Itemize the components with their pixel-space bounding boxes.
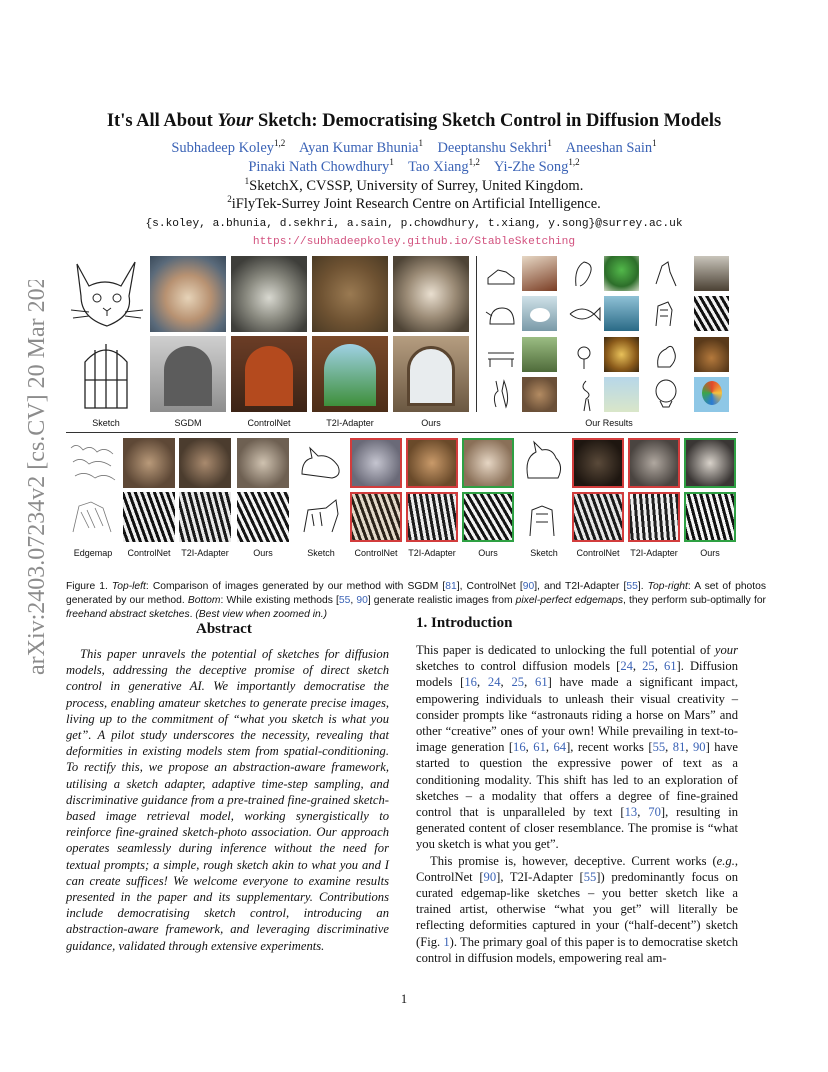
result-photo-rabbit [522,377,557,412]
controlnet-lying-cat-image [350,438,402,488]
controlnet-edge-zebras-image [123,492,175,542]
result-sketch-flamingo [566,377,601,412]
sketch-lying-cat-image [296,438,346,488]
citation-link[interactable]: 55 [652,740,666,755]
figure-divider-vertical [476,256,477,412]
controlnet-window-image [231,336,307,412]
edgemap-zebras-image [67,492,119,542]
result-photo-bench [522,337,557,372]
paper-title: It's All About Your Sketch: Democratising Sketch Control in Diffusion Models [106,111,722,131]
author-link[interactable]: Pinaki Nath Chowdhury [248,158,390,175]
label-t2i-adapter-b3: T2I-Adapter [630,548,678,558]
label-ours-b2: Ours [478,548,498,558]
citation-link[interactable]: 64 [553,740,567,755]
author-link[interactable]: Subhadeep Koley [171,139,275,156]
label-our-results: Our Results [585,418,633,428]
introduction-body [416,642,738,966]
result-sketch-parrot [566,256,601,291]
citation-link[interactable]: 81 [445,581,457,592]
result-photo-parrot [604,256,639,291]
sgdm-window-image [150,336,226,412]
controlnet-zebra-image [350,492,402,542]
sgdm-cat-image [150,256,226,332]
result-sketch-fish [566,296,601,331]
citation-link[interactable]: 24 [487,675,501,690]
citation-link[interactable]: 13 [624,805,638,820]
citation-link[interactable]: 61 [663,659,677,674]
author-list-line-2: Pinaki Nath Chowdhury$^1$ Tao Xiang$^{1,2}$ Yi-Zhe Song$^{1,2}$ [248,157,580,175]
affiliation-2: $^2$iFlyTek-Surrey Joint Research Centre on Artificial Intelligence. [227,194,601,212]
label-ours-b3: Ours [700,548,720,558]
result-photo-shark [604,296,639,331]
citation-link[interactable]: 81 [672,740,686,755]
ours-cat-image [393,256,469,332]
label-sgdm: SGDM [174,418,202,428]
t2i-adapter-standing-zebra-image [628,492,680,542]
result-sketch-zebra [648,296,683,331]
t2i-adapter-window-image [312,336,388,412]
author-link[interactable]: Ayan Kumar Bhunia [298,139,419,156]
label-t2i-adapter: T2I-Adapter [326,418,374,428]
t2i-adapter-cat-image [312,256,388,332]
result-photo-flamingo [604,377,639,412]
t2i-adapter-cat-face-image [628,438,680,488]
ours-cat-face-image [684,438,736,488]
result-sketch-teapot [484,296,519,331]
citation-link[interactable]: 16 [464,675,477,690]
figure-reference-link[interactable]: 1 [443,934,450,949]
abstract-body: This paper unravels the potential of sketches for diffusion models, addressing the deceptive promise of direct sketch control in generative AI. We importantly democratise the process, enabling amateur sketches to generate precise images, living up to the commitment of “what you sketch is what you get”. A pilot study underscores the necessity, revealing that deformities in existing models stem from spatial-conditioning. To rectify this, we propose an abstraction-aware framework, utilising a sketch adapter, adaptive time-step sampling, and discriminative guidance from a pre-trained fine-grained sketch-based image retrieval model, working synergistically to reinforce fine-grained sketch-photo association. Our approach operates seamlessly during inference without the need for textual prompts; a simple, rough sketch akin to what you and I can create suffices! We welcome everyone to examine results presented in the paper and its supplementary. Contributions include democratising sketch control, introducing an abstraction-aware framework, and leveraging discriminative guidance, validated through extensive experiments. [66,647,389,953]
label-sketch-b2: Sketch [307,548,335,558]
citation-link[interactable]: 55 [583,869,597,884]
author-link[interactable]: Yi-Zhe Song [493,158,569,175]
introduction-heading: 1. Introduction [416,615,513,631]
author-link[interactable]: Aneeshan Sain [565,139,653,156]
citation-link[interactable]: 70 [648,805,661,820]
t2i-adapter-edge-cats-image [179,438,231,488]
citation-link[interactable]: 90 [693,740,706,755]
label-controlnet-b1: ControlNet [127,548,171,558]
result-photo-swan [522,296,557,331]
sketch-window-image [67,336,145,412]
citation-link[interactable]: 55 [338,595,351,606]
citation-link[interactable]: 90 [356,595,368,606]
author-list-line-1: Subhadeep Koley$^{1,2}$ Ayan Kumar Bhunia$^1$ Deeptanshu Sekhri$^1$ Aneeshan Sain$^1$ [171,138,657,156]
controlnet-standing-zebra-image [572,492,624,542]
citation-link[interactable]: 24 [620,659,633,674]
sketch-cat-image [67,256,145,332]
result-photo-zebra [694,296,729,331]
ours-standing-zebra-image [684,492,736,542]
intro-paragraph-2: This promise is, however, deceptive. Current works (e.g., ControlNet [90], T2I-Adapter [55]) predominantly focus on curated edgemap-like sketches – you better sketch like a trained artist, otherwise “what you get” will literally be reflecting deformities captured in your (“half-decent”) sketch (Fig. 1). The primary goal of this paper is to democratise sketch control in diffusion models, empowering real am- [416,853,739,965]
label-controlnet-b2: ControlNet [354,548,398,558]
ours-zebra-image [462,492,514,542]
label-sketch-b3: Sketch [530,548,558,558]
controlnet-cat-image [231,256,307,332]
citation-link[interactable]: 25 [642,659,655,674]
result-sketch-shoe [484,256,519,291]
citation-link[interactable]: 90 [483,869,497,884]
citation-link[interactable]: 90 [522,581,535,592]
page-number: 1 [400,992,408,1006]
ours-window-image [393,336,469,412]
result-sketch-bird [648,256,683,291]
citation-link[interactable]: 16 [513,740,526,755]
label-ours-b1: Ours [253,548,273,558]
t2i-adapter-lying-cat-image [406,438,458,488]
ours-edge-zebras-image [237,492,289,542]
ours-edge-cats-image [237,438,289,488]
citation-link[interactable]: 25 [511,675,525,690]
sketch-cat-face-image [518,438,570,488]
controlnet-cat-face-image [572,438,624,488]
arxiv-id-text: arXiv:2403.07234v2 [cs.CV] 20 Mar 2024 [24,280,50,675]
label-sketch: Sketch [92,418,120,428]
figure-divider-horizontal [66,432,738,433]
result-photo-bird [694,256,729,291]
t2i-adapter-edge-zebras-image [179,492,231,542]
edgemap-cats-image [67,438,119,488]
label-t2i-adapter-b2: T2I-Adapter [408,548,456,558]
result-photo-balloon [694,377,729,412]
result-sketch-bench [484,337,519,372]
affiliation-1: $^1$SketchX, CVSSP, University of Surrey, United Kingdom. [244,176,584,194]
t2i-adapter-zebra-image [406,492,458,542]
label-ours: Ours [421,418,441,428]
label-controlnet-b3: ControlNet [576,548,620,558]
label-controlnet: ControlNet [247,418,291,428]
result-photo-flower [604,337,639,372]
label-t2i-adapter-b1: T2I-Adapter [181,548,229,558]
label-edgemap: Edgemap [73,548,113,558]
result-photo-squirrel [694,337,729,372]
author-link[interactable]: Tao Xiang [408,158,469,175]
figure-caption: Figure 1. Top-left: Comparison of images generated by our method with SGDM [81], ControlNet [90], and T2I-Adapter [55]. Top-right: A set of photos generated by our method. Bottom: While existing methods [55, 90] generate realistic images from pixel-perfect edgemaps, they perform sub-optimally for freehand abstract sketches. (Best view when zoomed in.) [66,581,767,620]
citation-link[interactable]: 61 [533,740,546,755]
author-link[interactable]: Deeptanshu Sekhri [437,139,548,156]
abstract-heading: Abstract [196,621,252,637]
result-photo-shoe [522,256,557,291]
citation-link[interactable]: 55 [626,581,638,592]
sketch-zebra-image [296,492,346,542]
result-sketch-squirrel [648,337,683,372]
intro-paragraph-1: This paper is dedicated to unlocking the full potential of your sketches to control diffusion models [24, 25, 61]. Diffusion models [16, 24, 25, 61] have made a significant impact, empowering individuals to unleash their visual creativity – consider prompts like “astronauts riding a horse on Mars” and other “creative” ones of your own! While prevailing in text-to-image generation [16, 61, 64], recent works [55, 81, 90] have started to question the expressive power of text as a conditioning modality. This shift has led to an exploration of sketches – a modality that offers a degree of fine-grained control that is unparalleled by text [13, 70], resulting in generated content of closer resemblance. The promise is “what you sketch is what you get”. [416,643,739,852]
project-url-link[interactable]: https://subhadeepkoley.github.io/StableSketching [252,236,576,248]
ours-lying-cat-image [462,438,514,488]
author-emails: {s.koley, a.bhunia, d.sekhri, a.sain, p.chowdhury, t.xiang, y.song}@surrey.ac.uk [145,218,683,230]
sketch-standing-zebra-image [518,492,570,542]
result-sketch-flower [566,337,601,372]
controlnet-edge-cats-image [123,438,175,488]
result-sketch-rabbit [484,377,519,412]
citation-link[interactable]: 61 [535,675,548,690]
result-sketch-balloon [648,377,683,412]
